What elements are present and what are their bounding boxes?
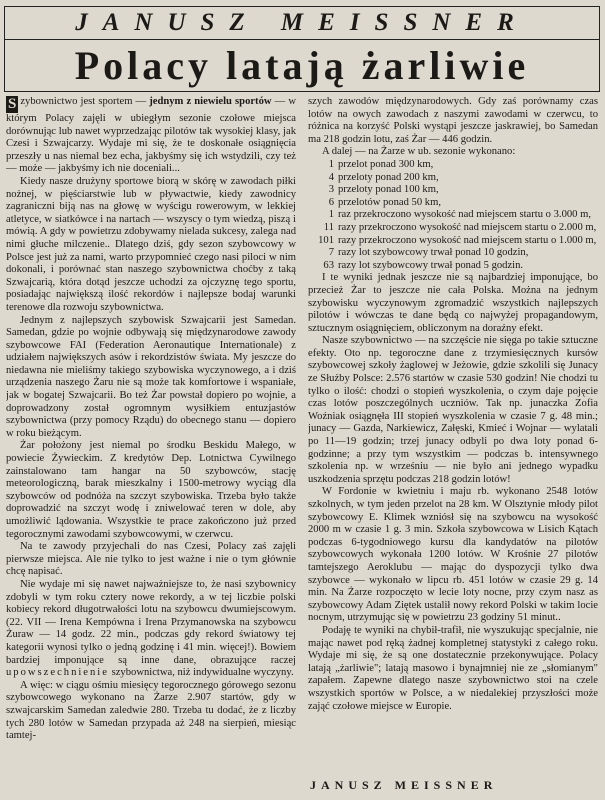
paragraph: Żar położony jest niemal po środku Beskidu Małego, w powiecie Żywieckim. Z kredytów Dep. Lotnictwa Cywilnego zainstalowano tam hangar na 50 szybowców, stację meteorologiczną, barak mieszkalny i 1500-metrowy wyciąg dla szybowców od podnóża na szczyt szybowiska. Trzeba było także doprowadzić na szczyt wodę i zniwelować teren w dole, aby umożliwić lądowania. Wszystkie te prace zakończono już przed tegorocznymi zawodami szybowcowymi, w czerwcu.	[6, 440, 296, 540]
paragraph: W Fordonie w kwietniu i maju rb. wykonano 2548 lotów szkolnych, w tym jeden przelot na 28 km. W Olsztynie młody pilot szybowcowy E. Klimek wzniósł się na szybowcu na wysokość 2000 m w czasie 1 g. 3 min. Szkoła szybowcowa w Lisich Kątach podczas 6-tygodniowego kursu dla kandydatów na pilotów szybowcowych wykonała 1200 lotów. W Krośnie 27 pilotów tamtejszego Aeroklubu — mając do dyspozycji tylko dwa szybowce — wykonało w lipcu rb. 451 lotów w czasie 29 g. 14 min. Na Żarze rozpoczęto w lecie loty nocne, przy czym nasz as szybowcowy Adam Ziętek ustalił nowy rekord Polski w takim locie nocnym, utrzymując się w powietrzu 23 godziny 51 minut..	[308, 486, 598, 624]
list-number: 7	[328, 247, 334, 259]
list-item	[308, 235, 598, 248]
list-text: razy przekroczono wysokość nad miejscem startu o 1.000 m,	[338, 234, 597, 246]
paragraph-part: szybownictwa, niż indywidualne wyczyny.	[108, 667, 294, 679]
paragraph: Na te zawody przyjechali do nas Czesi, Polacy zaś zajęli pierwsze miejsca. Ale nie tylko to jest ważne i nie o tym głównie chcę napisać.	[6, 541, 296, 578]
list-text: przeloty ponad 100 km,	[338, 184, 439, 196]
right-column	[308, 96, 598, 776]
list-text: przeloty ponad 200 km,	[338, 171, 439, 183]
list-text: razy lot szybowcowy trwał ponad 10 godzin,	[338, 247, 529, 259]
list-item	[308, 172, 598, 185]
list-number: 11	[323, 221, 334, 233]
article-title: Polacy latają żarliwie	[4, 40, 600, 92]
list-number: 101	[318, 234, 334, 246]
author-signature: JANUSZ MEISSNER	[310, 778, 498, 792]
paragraph: Nasze szybownictwo — na szczęście nie sięga po takie sztuczne efekty. Oto np. tegoroczne dane z trzymiesięcznych kursów szybowcowej szkoły żaglowej w Jeżowie, gdzie szkolili się Junacy ze Służby Polsce: 2.576 startów w czasie 530 godzin! Nie chodzi tu tylko o ilość: chodzi o stopień wyszkolenia, o czym daje pojęcie czas lotów poszczególnych uczniów. Tak np. junaczka Zofia Woźniak osiągnęła III stopień wyszkolenia w czasie 7 g. 48 min.; junacy — Gazda, Narkiewicz, Załęski, Kmieć i Wojnar — wylatali po 11—19 godzin; trzej junacy odbyli po dwa loty ponad 6-godzinne; a przy tym wszystkim — podczas b. intensywnego szkolenia np. w wrześniu — nie było ani jednego wypadku uszkodzenia sprzętu podczas 218 godzin lotów!	[308, 335, 598, 485]
paragraph: Kiedy nasze drużyny sportowe biorą w skórę w zawodach piłki nożnej, w pięściarstwie lub w pływactwie, kiedy zawodnicy zagraniczni biją nas na głowę w wyścigu rowerowym, w lekkiej atletyce, w siatkówce i na nartach — wszyscy o tym wiedzą, piszą i mówią. A gdy w powietrzu zdobywamy nielada sukcesy, zalega nad nimi głuche milczenie.. Dlatego dziś, gdy sezon szybowcowy w Polsce jest już za nami, warto przypomnieć czego nasi piloci w nim dokonali, i porównać stan naszego szybownictwa choćby z taką Szwajcarią, która dotąd jeszcze uchodzi za ojczyznę tego sportu, posiadając największą ilość rekordów i najlepsze bodaj warunki terenowe dla rozwoju szybownictwa.	[6, 175, 296, 313]
author-header: JANUSZ MEISSNER	[4, 6, 600, 40]
intro-lead: zybownictwo jest sportem —	[20, 96, 150, 107]
list-number: 63	[323, 259, 334, 271]
list-item	[308, 209, 598, 222]
list-number: 3	[328, 184, 334, 196]
list-number: 1	[328, 158, 334, 170]
spaced-word: upowszechnienie	[6, 667, 109, 679]
article-columns	[6, 96, 598, 776]
achievements-list	[308, 159, 598, 272]
paragraph: szych zawodów międzynarodowych. Gdy zaś porównamy czas lotów na owych zawodach z naszymi zawodami w czerwcu, to różnica na korzyść Polski wystąpi jeszcze jaskrawiej, bo Samedan ma 218 godzin lotu, zaś Żar — 446 godzin.	[308, 96, 598, 145]
list-item	[308, 247, 598, 260]
list-item	[308, 159, 598, 172]
paragraph-part: Nie wydaje mi się nawet najważniejsze to, że nasi szybownicy zdobyli w tym roku cztery nowe rekordy, a w tej liczbie polski kobiecy rekord długotrwałości lotu na szybowcu dwumiejscowym. (22. VII — Irena Kempówna i Irena Przymanowska na szybowcu Żuraw — 14 godz. 22 min., podczas gdy rekord światowy tej kategorii wynosi tylko o jedną godzinę i 41 min. więcej!). Bowiem bardziej imponujące są inne dane, obrazujące raczej	[6, 578, 296, 666]
list-text: raz przekroczono wysokość nad miejscem startu o 3.000 m,	[338, 209, 591, 221]
list-item	[308, 260, 598, 273]
drop-cap: S	[8, 96, 17, 112]
intro-bold: jednym z niewielu sportów	[149, 96, 272, 107]
list-number: 1	[328, 209, 334, 221]
paragraph: A więc: w ciągu ośmiu miesięcy tegorocznego górowego sezonu szybowcowego wykonano na Żarze 2.907 startów, gdy w szwajcarskim Samedan zaledwie 280. Trzeba tu dodać, że z liczby tych 280 lotów w Samedan przypada aż 248 na sierpień, miesiąc tamtej-	[6, 679, 296, 742]
paragraph: Jednym z najlepszych szybowisk Szwajcarii jest Samedan. Samedan, gdzie po wojnie odbywają się międzynarodowe zawody szybowcowe FAI (Federation Aeronautique Internationale) z udziałem największych asów i rekordzistów świata. My jeszcze do niedawna nie mieliśmy takiego szybowiska wyczynowego, a i dziś urządzenia naszego Żaru nie są może tak komfortowe i wspaniałe, jak w bogatej Szwajcarii. Bo też Żar powstał dopiero po wojnie, a doprowadzony został ogromnym wysiłkiem entuzjastów szybownictwa (przy pomocy Rządu) do obecnego stanu — dopiero w roku bieżącym.	[6, 314, 296, 439]
list-text: przelotów ponad 50 km,	[338, 196, 441, 208]
paragraph: I te wyniki jednak jeszcze nie są najbardziej imponujące, bo przecież Żar to jeszcze nie cała Polska. Można na jednym szybowisku wyczynowym zgromadzić wszystkich najlepszych pilotów i wówczas te dane będą co najwyżej propagandowym, sztucznym osiągnięciem, obliczonym na doraźny efekt.	[308, 272, 598, 334]
list-item	[308, 222, 598, 235]
list-text: przelot ponad 300 km,	[338, 158, 434, 170]
left-column	[6, 96, 296, 776]
list-text: razy przekroczono wysokość nad miejscem startu o 2.000 m,	[338, 221, 597, 233]
list-item	[308, 184, 598, 197]
paragraph	[6, 579, 296, 680]
paragraph: Podaję te wyniki na chybił-trafił, nie wyszukując specjalnie, nie mając nawet pod ręką żadnej kompletnej statystyki z całego roku. Wydaje mi się, że są one dostatecznie przekonywujące. Polacy latają „żarliwie"; latają masowo i bynajmniej nie ze „słomianym" zapałem. Zapewne dlatego nasze szybownictwo stoi na czele wszystkich sportów w Polsce, a w niedalekiej przyszłości może zająć czołowe miejsce w Europie.	[308, 624, 598, 712]
list-number: 4	[328, 171, 334, 183]
list-number: 6	[328, 196, 334, 208]
paragraph: A dalej — na Żarze w ub. sezonie wykonano:	[322, 146, 516, 158]
list-text: razy lot szybowcowy trwał ponad 5 godzin.	[338, 259, 524, 271]
intro-rest: — w którym Polacy zajęli w ubiegłym sezonie czołowe miejsca dorównując lub nawet wyprzedzając pilotów tak wysokiej klasy, jak Czesi i Szwajcarzy. Wydaje mi się, że te doskonałe osiągnięcia przeszły u nas niemal bez echa, jakbyśmy się ich wstydzili, czy też — może — jakbyśmy ich nie doceniali...	[6, 96, 296, 175]
paragraph-intro	[6, 96, 296, 176]
list-item	[308, 197, 598, 210]
